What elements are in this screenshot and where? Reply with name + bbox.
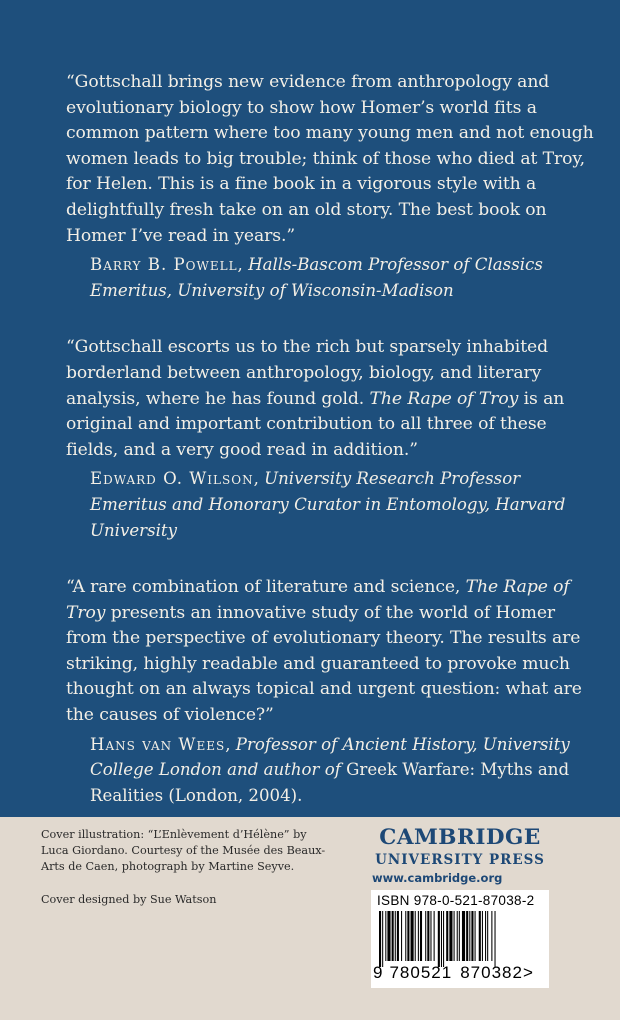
book-title: The Rape of Troy xyxy=(66,577,570,623)
barcode-bar xyxy=(457,911,458,961)
barcode-bar xyxy=(479,911,481,961)
publisher-logo: CAMBRIDGE xyxy=(379,825,541,850)
barcode-bar xyxy=(495,911,496,967)
barcode-bar xyxy=(462,911,465,961)
design-credit: Cover designed by Sue Watson xyxy=(41,893,217,906)
ean-digits xyxy=(371,963,549,983)
barcode-bar xyxy=(392,911,394,961)
barcode-bar xyxy=(387,911,390,961)
blurb-wilson xyxy=(66,335,596,543)
barcode-bar xyxy=(379,911,381,967)
blurb-author: Hans van Wees xyxy=(90,734,226,754)
barcode-bar xyxy=(454,911,455,961)
cited-book: Greek Warfare: Myths and Realities xyxy=(90,760,570,805)
barcode-bars xyxy=(379,911,541,967)
blurb-affiliation: Halls-Bascom Professor of Classics Emeritus, University of Wisconsin-Madison xyxy=(90,255,543,300)
ean-arrow: > xyxy=(522,963,534,982)
barcode-bar xyxy=(471,911,473,961)
blurbs xyxy=(66,70,596,808)
blurb-attribution: Edward O. Wilson, University Research Professor Emeritus and Honorary Curator in Entomology, Harvard University xyxy=(90,469,566,540)
barcode-bar xyxy=(382,911,383,967)
barcode-bar xyxy=(446,911,448,961)
ean-group-2: 870382 xyxy=(460,963,523,982)
blurb-van-wees xyxy=(66,575,596,808)
barcode-bar xyxy=(405,911,406,961)
barcode-bar xyxy=(401,911,402,961)
blurb-attribution: Hans van Wees, Professor of Ancient History, University College London and author of Greek Warfare: Myths and Realities (London, 2004). xyxy=(90,734,570,805)
blurb-quote: “Gottschall escorts us to the rich but sparsely inhabited borderland between anthropology, biology, and literary analysis, where he has found gold. The Rape of Troy is an original and important contribution to all three of these fields, and a very good read in addition.” xyxy=(66,337,565,460)
barcode-bar xyxy=(425,911,426,961)
barcode-bar xyxy=(434,911,435,961)
barcode-bar xyxy=(418,911,419,961)
footer-panel xyxy=(0,817,620,1020)
blurb-quote: “A rare combination of literature and science, The Rape of Troy presents an innovative study of the world of Homer from the perspective of evolutionary theory. The results are striking, highly readable and guaranteed to provoke much thought on an always topical and urgent question: what are the causes of violence?” xyxy=(66,577,582,726)
ean-lead-digit: 9 xyxy=(373,963,384,982)
blurb-author: Barry B. Powell xyxy=(90,255,238,275)
ean-group-1: 780521 xyxy=(389,963,453,982)
book-title: The Rape of Troy xyxy=(369,388,519,409)
barcode-bar xyxy=(430,911,431,961)
illustration-credit: Cover illustration: “L’Enlèvement d’Hélène” by Luca Giordano. Courtesy of the Musée des Beaux-Arts de Caen, photograph by Martine Seyve. xyxy=(41,828,326,874)
barcode-bar xyxy=(443,911,444,967)
publisher-url[interactable]: www.cambridge.org xyxy=(372,871,503,885)
barcode-bar xyxy=(407,911,409,961)
blurb-author: Edward O. Wilson xyxy=(90,469,254,489)
barcode-bar xyxy=(487,911,488,961)
barcode-bar xyxy=(475,911,476,961)
barcode xyxy=(371,890,549,988)
barcode-bar xyxy=(449,911,452,961)
blurb-attribution: Barry B. Powell, Halls-Bascom Professor of Classics Emeritus, University of Wisconsin-Madison xyxy=(90,255,543,300)
barcode-bar xyxy=(491,911,492,961)
barcode-bar xyxy=(441,911,442,967)
barcode-bar xyxy=(411,911,414,961)
barcode-bar xyxy=(385,911,386,961)
barcode-bar xyxy=(420,911,422,961)
barcode-bar xyxy=(466,911,468,961)
blurb-affiliation: University Research Professor Emeritus and Honorary Curator in Entomology, Harvard University xyxy=(90,469,566,540)
barcode-bar xyxy=(482,911,483,961)
blurb-powell xyxy=(66,70,596,303)
barcode-bar xyxy=(469,911,470,961)
barcode-bar xyxy=(395,911,396,961)
barcode-bar xyxy=(397,911,399,961)
barcode-bar xyxy=(427,911,429,961)
barcode-bar xyxy=(485,911,486,961)
barcode-bar xyxy=(459,911,460,961)
isbn-label: ISBN 978-0-521-87038-2 xyxy=(377,893,535,908)
barcode-bar xyxy=(438,911,440,967)
blurb-affiliation: Professor of Ancient History, University College London and author of xyxy=(90,734,570,780)
publisher-subname: UNIVERSITY PRESS xyxy=(375,852,545,868)
barcode-bar xyxy=(415,911,416,961)
blurb-quote: “Gottschall brings new evidence from anthropology and evolutionary biology to show how Homer’s world fits a common pattern where too many young men and not enough women leads to big trouble; think of those who died at Troy, for Helen. This is a fine book in a vigorous style with a delightfully fresh take on an old story. The best book on Homer I’ve read in years.” xyxy=(66,72,594,246)
